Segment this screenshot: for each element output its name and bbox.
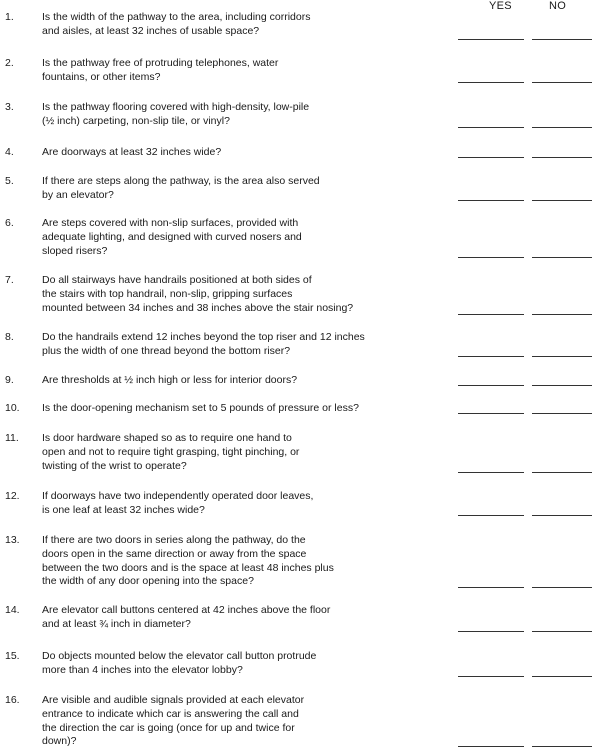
- yes-answer-line[interactable]: [458, 631, 524, 632]
- question-text: Are elevator call buttons centered at 42 inches above the floor and at least ¾ inch in diameter?: [42, 604, 331, 630]
- no-answer-line[interactable]: [532, 472, 592, 473]
- yes-answer-line[interactable]: [458, 82, 524, 83]
- yes-answer-line[interactable]: [458, 127, 524, 128]
- yes-answer-line[interactable]: [458, 746, 524, 747]
- yes-answer-line[interactable]: [458, 257, 524, 258]
- question-text: Is door hardware shaped so as to require one hand to open and not to require tight grasping, tight pinching, or twisting of the wrist to operate?: [42, 432, 300, 472]
- yes-column-header: YES: [489, 0, 512, 12]
- no-answer-line[interactable]: [532, 314, 592, 315]
- question-text: Are visible and audible signals provided at each elevator entrance to indicate which car is answering the call and the direction the car is going (once for up and twice for down)?: [42, 694, 305, 748]
- no-answer-line[interactable]: [532, 631, 592, 632]
- yes-answer-line[interactable]: [458, 200, 524, 201]
- yes-answer-line[interactable]: [458, 39, 524, 40]
- question-text: Do the handrails extend 12 inches beyond the top riser and 12 inches plus the width of one thread beyond the bottom riser?: [42, 331, 365, 357]
- no-answer-line[interactable]: [532, 676, 592, 677]
- question-text: Is the pathway flooring covered with high-density, low-pile (½ inch) carpeting, non-slip tile, or vinyl?: [42, 101, 310, 127]
- question-text: Are thresholds at ½ inch high or less for interior doors?: [42, 374, 298, 386]
- yes-answer-line[interactable]: [458, 472, 524, 473]
- question-number: 1.: [5, 11, 14, 23]
- question-text: If there are two doors in series along the pathway, do the doors open in the same direction or away from the space between the two doors and is the space at least 48 inches plus the width of any door opening into the space?: [42, 534, 334, 588]
- question-number: 8.: [5, 331, 14, 343]
- question-number: 12.: [5, 490, 20, 502]
- yes-answer-line[interactable]: [458, 157, 524, 158]
- question-number: 14.: [5, 604, 20, 616]
- question-number: 5.: [5, 175, 14, 187]
- yes-answer-line[interactable]: [458, 314, 524, 315]
- yes-answer-line[interactable]: [458, 676, 524, 677]
- question-text: Do objects mounted below the elevator call button protrude more than 4 inches into the elevator lobby?: [42, 650, 317, 676]
- question-text: Are steps covered with non-slip surfaces, provided with adequate lighting, and designed with curved nosers and sloped risers?: [42, 217, 302, 257]
- question-text: Is the width of the pathway to the area, including corridors and aisles, at least 32 inches of usable space?: [42, 11, 311, 37]
- question-text: If there are steps along the pathway, is the area also served by an elevator?: [42, 175, 320, 201]
- question-number: 13.: [5, 534, 20, 546]
- question-number: 7.: [5, 274, 14, 286]
- no-answer-line[interactable]: [532, 82, 592, 83]
- no-answer-line[interactable]: [532, 200, 592, 201]
- question-number: 9.: [5, 374, 14, 386]
- no-column-header: NO: [549, 0, 567, 12]
- question-text: Are doorways at least 32 inches wide?: [42, 146, 222, 158]
- question-number: 3.: [5, 101, 14, 113]
- question-text: Is the pathway free of protruding telephones, water fountains, or other items?: [42, 57, 279, 83]
- yes-answer-line[interactable]: [458, 515, 524, 516]
- yes-answer-line[interactable]: [458, 356, 524, 357]
- question-text: If doorways have two independently operated door leaves, is one leaf at least 32 inches wide?: [42, 490, 314, 516]
- question-number: 6.: [5, 217, 14, 229]
- question-number: 16.: [5, 694, 20, 706]
- yes-answer-line[interactable]: [458, 587, 524, 588]
- question-number: 10.: [5, 402, 20, 414]
- question-number: 2.: [5, 57, 14, 69]
- question-number: 11.: [5, 432, 19, 444]
- no-answer-line[interactable]: [532, 39, 592, 40]
- yes-answer-line[interactable]: [458, 385, 524, 386]
- no-answer-line[interactable]: [532, 356, 592, 357]
- no-answer-line[interactable]: [532, 157, 592, 158]
- question-number: 15.: [5, 650, 20, 662]
- question-text: Is the door-opening mechanism set to 5 pounds of pressure or less?: [42, 402, 359, 414]
- no-answer-line[interactable]: [532, 515, 592, 516]
- question-number: 4.: [5, 146, 14, 158]
- no-answer-line[interactable]: [532, 385, 592, 386]
- no-answer-line[interactable]: [532, 413, 592, 414]
- yes-answer-line[interactable]: [458, 413, 524, 414]
- no-answer-line[interactable]: [532, 257, 592, 258]
- no-answer-line[interactable]: [532, 746, 592, 747]
- no-answer-line[interactable]: [532, 587, 592, 588]
- question-text: Do all stairways have handrails positioned at both sides of the stairs with top handrail, non-slip, gripping surfaces mounted between 34 inches and 38 inches above the stair nosing?: [42, 274, 354, 314]
- no-answer-line[interactable]: [532, 127, 592, 128]
